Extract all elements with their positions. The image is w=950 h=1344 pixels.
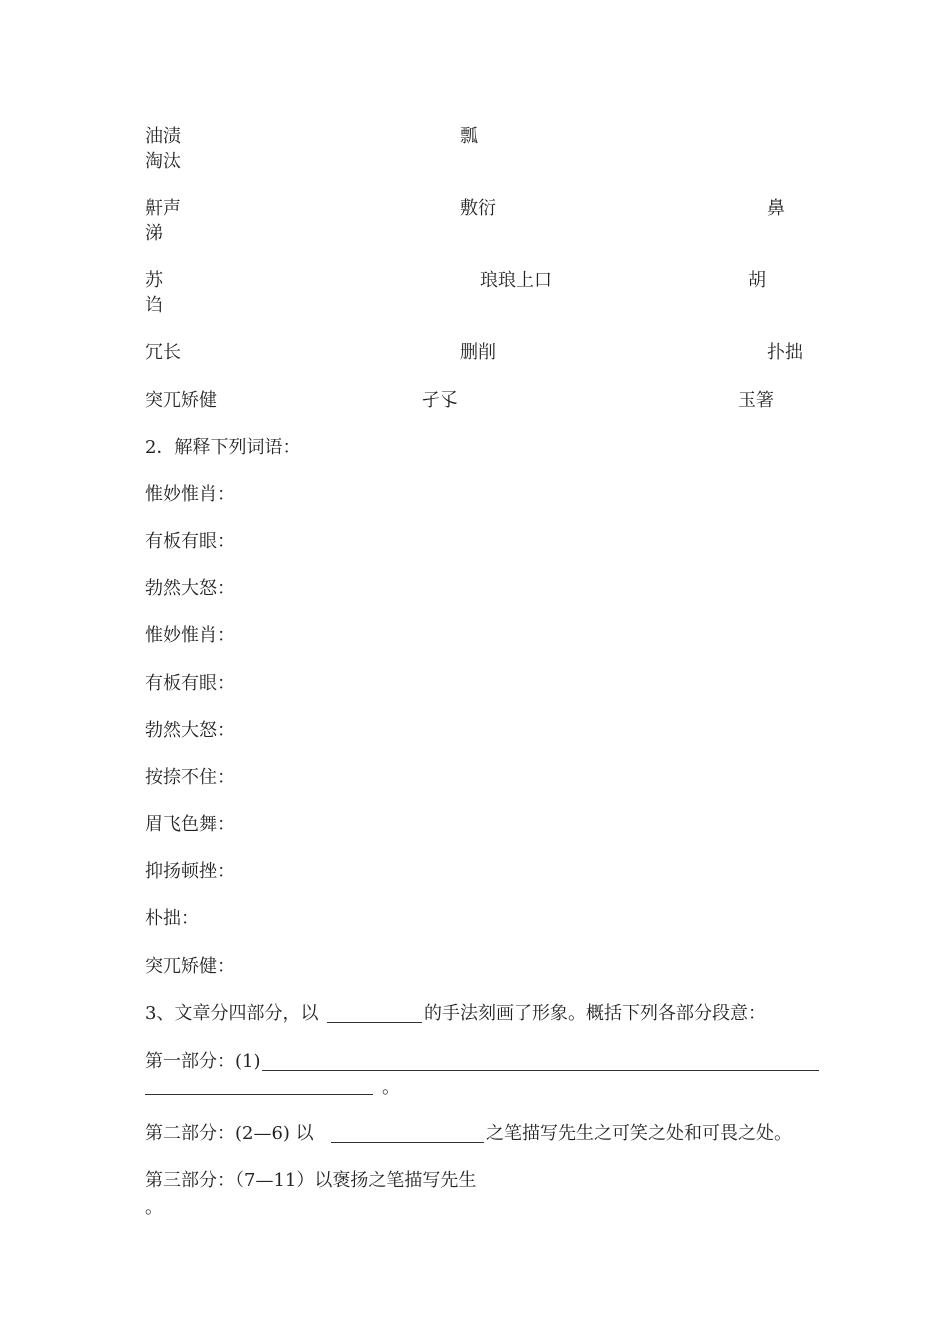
vocab-word: 胡 (748, 270, 766, 291)
vocab-word: 淘汰 (145, 151, 181, 172)
definition-item: 朴拙： (145, 908, 199, 929)
definition-item: 按捺不住： (145, 767, 235, 788)
vocab-word: 鼻 (767, 198, 785, 219)
definition-item: 有板有眼： (145, 531, 235, 552)
question-2-title: 2．解释下列词语： (145, 437, 301, 458)
part-3-end: 。 (145, 1197, 163, 1218)
vocab-word: 苏 (145, 270, 163, 291)
definition-item: 突兀矫健： (145, 956, 235, 977)
definition-item: 抑扬顿挫： (145, 861, 235, 882)
vocab-word: 鼾声 (145, 198, 181, 219)
part-1-label: 第一部分：(1) (145, 1051, 261, 1072)
vocab-word: 突兀矫健 (145, 390, 217, 411)
part-2-label: 第二部分：(2—6) 以 (145, 1123, 314, 1144)
definition-item: 惟妙惟肖： (145, 625, 235, 646)
vocab-word: 删削 (460, 342, 496, 363)
definition-item: 勃然大怒： (145, 578, 235, 599)
vocab-word: 扑拙 (767, 342, 803, 363)
fill-blank-part-1[interactable] (262, 1070, 819, 1071)
definition-item: 勃然大怒： (145, 720, 235, 741)
fill-blank-technique[interactable] (327, 1022, 422, 1023)
part-2-rest: 之笔描写先生之可笑之处和可畏之处。 (486, 1123, 792, 1144)
definition-item: 眉飞色舞： (145, 814, 235, 835)
question-3-intro-rest: 的手法刻画了形象。概括下列各部分段意： (424, 1003, 766, 1024)
vocab-word: 瓢 (460, 126, 478, 147)
vocab-word: 诌 (145, 295, 163, 316)
vocab-word: 涕 (145, 223, 163, 244)
vocab-word: 冗长 (145, 342, 181, 363)
fill-blank-part-1-cont[interactable] (145, 1094, 373, 1095)
vocab-word: 油渍 (145, 126, 181, 147)
vocab-word: 孑孓 (422, 390, 458, 411)
question-3-intro: 3、文章分四部分，以 (145, 1003, 319, 1024)
vocab-word: 玉箸 (738, 390, 774, 411)
part-3-label: 第三部分：（7—11）以褒扬之笔描写先生 (145, 1170, 477, 1191)
vocab-word: 琅琅上口 (480, 270, 552, 291)
vocab-word: 敷衍 (460, 198, 496, 219)
definition-item: 有板有眼： (145, 673, 235, 694)
definition-item: 惟妙惟肖： (145, 484, 235, 505)
part-1-end: 。 (382, 1077, 400, 1098)
fill-blank-part-2[interactable] (331, 1142, 484, 1143)
